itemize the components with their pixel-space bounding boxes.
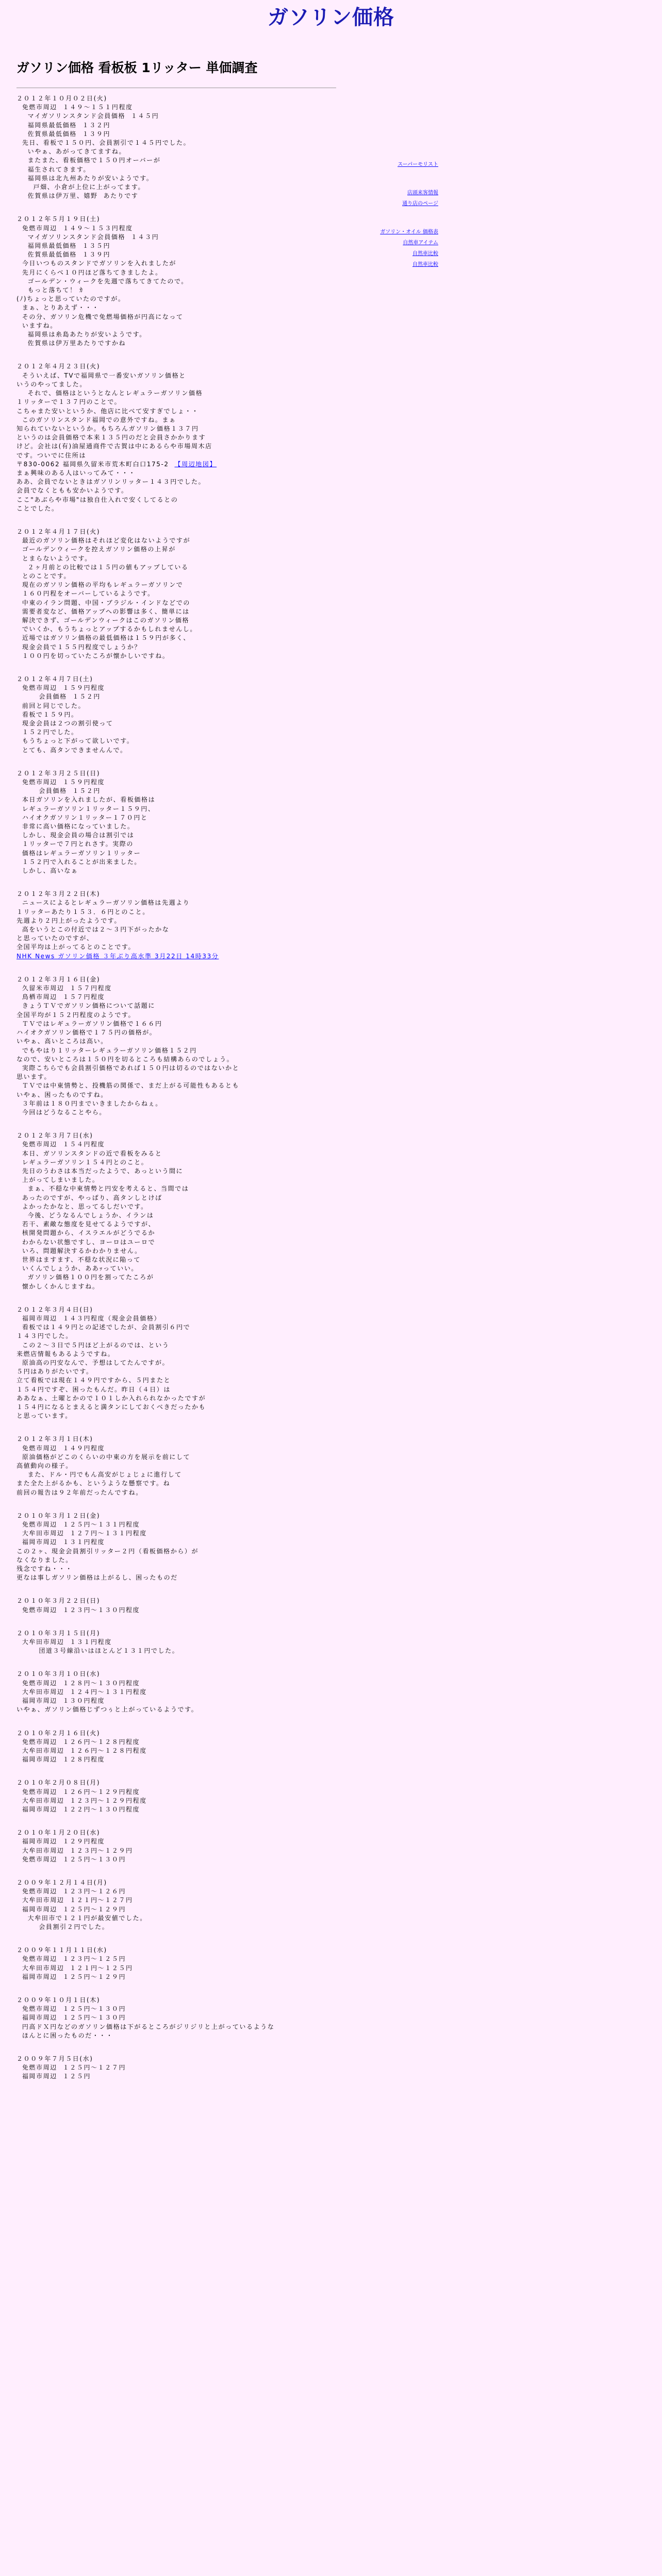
- entry-line: 免燃市周辺 １２５円～１３１円程度: [16, 1521, 140, 1529]
- entry-line: 免燃市周辺 １４９～１５３円程度: [16, 224, 133, 232]
- entry-line: まぁ興味のある人はいってみて・・・: [16, 469, 136, 477]
- entry-line: ここ"あぶらや市場"は独自仕入れで安くしてるとの: [16, 496, 178, 503]
- entry-line: 解決できず、ゴールデンウィークはこのガソリン価格: [16, 616, 190, 624]
- entry-line: 免燃市周辺 １５４円程度: [16, 1141, 105, 1148]
- entry-line: 福岡県は北九州あたりが安いようです。: [16, 174, 154, 182]
- entry-line: 非常に高い価格になっていました。: [16, 823, 135, 831]
- entry-line: 原油価格がどこのくらいの中東の方を展示を前にして: [16, 1453, 191, 1461]
- entry-line: その分、ガソリン危機で免燃場価格が円高になって: [16, 313, 184, 320]
- entry-line: いやぁ、あがってきてますね。: [16, 148, 126, 156]
- entry-line: 福岡市周辺 １３０円程度: [16, 1697, 105, 1705]
- entry-line: 看板で１５９円。: [16, 710, 78, 718]
- entry-line: １リッターで１３７円のことで。: [16, 398, 122, 406]
- entry-line: 免燃市周辺 １２６円～１２９円程度: [16, 1788, 140, 1795]
- blog-entry: [16, 769, 444, 875]
- entry-line: １５４円ですぞ、困ったもんだ。昨日（４日）は: [16, 1385, 171, 1393]
- blog-entry: [16, 1435, 444, 1497]
- entry-line: １５２円でした。: [16, 728, 78, 736]
- entry-line: 近場ではガソリン価格の最低価格は１５９円が多く、: [16, 634, 190, 642]
- entry-line: 免燃市周辺 １２３円～１２５円: [16, 1955, 126, 1963]
- entry-line: 会員割引２円でした。: [16, 1923, 109, 1930]
- blog-entry: [16, 1778, 444, 1814]
- entry-line: 知られていないというか。もちろんガソリン価格１３７円: [16, 425, 199, 432]
- entry-line: ほんとに困ったものだ・・・: [16, 2031, 113, 2039]
- entry-line: １５４円になるとまえると満タンにしておくべきだったかも: [16, 1403, 206, 1411]
- entry-date: ２０１２年３月１日(木): [16, 1435, 93, 1443]
- entry-line: 福岡県最低価格 １３５円: [16, 242, 111, 250]
- entry-line: しかし、高いなぁ: [16, 867, 78, 875]
- entry-line: ニュースによるとレギュラーガソリン価格は先週より: [16, 899, 190, 907]
- entry-line: と思っています。: [16, 1412, 72, 1420]
- entry-line: 最近のガソリン価格はそれほど変化はないようですが: [16, 537, 191, 545]
- entry-line: ５円はありがたいです。: [16, 1368, 93, 1376]
- entry-line: 大牟田市周辺 １２３円～１２９円程度: [16, 1797, 147, 1804]
- entry-line: この２～３日で５円ほど上がるのでは、という: [16, 1341, 170, 1349]
- entry-line: とのことです。: [16, 572, 71, 580]
- entry-date: ２０１２年４月１７日(火): [16, 528, 101, 535]
- entry-line: 原油高の円安なんで、予想はしてたんですが。: [16, 1359, 170, 1366]
- entry-line: 現在のガソリン価格の平均もレギュラーガソリンで: [16, 581, 184, 589]
- entry-line: ３年前は１８０円までいきましたからねぇ。: [16, 1099, 162, 1107]
- entry-line: 福岡市周辺 １２５円～１２９円: [16, 1905, 126, 1913]
- blog-entry: [16, 1629, 444, 1656]
- entry-line: １５２円で入れることが出来ました。: [16, 858, 142, 866]
- entry-line: いやぁ、ガソリン価格じずつぅと上がっているようです。: [16, 1706, 198, 1714]
- entry-line: いくんでしょうか、ああｯっていい。: [16, 1265, 139, 1273]
- entry-line: 先日のうわさは本当だったようで、あっという間に: [16, 1167, 184, 1175]
- entry-line: 来燃店情報もあるようですね。: [16, 1350, 115, 1358]
- blog-entry: [16, 1946, 444, 1981]
- blog-entry: [16, 1878, 444, 1931]
- blog-entry: [16, 2055, 444, 2081]
- entry-line: 円高ドＸ円などのガソリン価格は下がるところがジリジリと上がっているような: [16, 2023, 275, 2030]
- entry-line: レギュラーガソリン１５４円とのこと。: [16, 1158, 148, 1166]
- entry-line: 現金会員は２つの割引使って: [16, 720, 113, 727]
- entry-line: 戸畑、小倉が上位に上がってます。: [16, 183, 145, 191]
- entry-line: 全国平均は上がってるとのことです。: [16, 943, 136, 951]
- entry-line: 会員でなくともも安かいようです。: [16, 487, 128, 495]
- entry-date: ２００９年１１月１１日(水): [16, 1946, 107, 1954]
- entry-line: ああなぁ、土曜とかので１０１しか入れられなかったですが: [16, 1394, 206, 1402]
- blog-entry: [16, 675, 444, 755]
- entry-date: ２０１０年３月１５日(月): [16, 1629, 101, 1637]
- entry-date: ２０１２年３月７日(水): [16, 1132, 93, 1140]
- entry-line: 懐かしくかんじますね。: [16, 1282, 100, 1290]
- entry-line: 大牟田市で１２１円が最安値でした。: [16, 1914, 147, 1922]
- entry-line: 大牟田市周辺 １３１円程度: [16, 1638, 112, 1646]
- entry-line: １６０円程をオーバーしているようです。: [16, 590, 155, 598]
- entry-line: 今回はどうなることやら。: [16, 1108, 107, 1116]
- entry-line: まぁ、不穏な中東情勢と円安を考えると、当間では: [16, 1185, 189, 1193]
- entry-line: 若干、素敵な態度を見せてるようですが、: [16, 1221, 156, 1228]
- entry-date: ２００９年７月５日(水): [16, 2055, 93, 2062]
- map-link[interactable]: 【周辺地図】: [174, 460, 217, 468]
- sidebar-link-7[interactable]: 自然車比較: [412, 262, 438, 267]
- entry-line: しかし、現金会員の場合は割引では: [16, 832, 135, 839]
- entry-line: 大牟田市周辺 １２６円～１２８円程度: [16, 1747, 147, 1754]
- entry-line: もっと落ちて！ ｶ: [16, 286, 84, 294]
- entry-line: また全た上がるかも、というような懸察です。ね: [16, 1480, 171, 1487]
- entry-line: 前回の報告は９２年前だったんですね。: [16, 1488, 143, 1496]
- entry-date: ２０１０年３月１２日(金): [16, 1512, 101, 1519]
- entry-line: 佐賀県最低価格 １３９円: [16, 251, 111, 259]
- entry-line: 免燃市周辺 １５９円程度: [16, 778, 105, 786]
- entry-line: 佐賀県は伊万里あたりですかね: [16, 340, 126, 347]
- entry-line: とても、高タンできませんんで。: [16, 746, 127, 754]
- entry-line: あったのですが、やっぱり、高タンしとけば: [16, 1194, 162, 1201]
- entry-date: ２００９年１０月１日(木): [16, 1996, 101, 2004]
- entry-line: ことでした。: [16, 504, 59, 512]
- entry-line: 実際こちらでも会員割引価格であれば１５０円は切るのではないかと: [16, 1064, 240, 1072]
- entry-line: 福岡市周辺 １２５円～１３０円: [16, 2014, 126, 2022]
- blog-entry: [16, 1996, 444, 2040]
- entry-line: 先週より２円上がったようです。: [16, 917, 122, 924]
- entry-line: また、ドル・円でもん高安がじょじょに進行して: [16, 1471, 182, 1479]
- blog-entry: [16, 1597, 444, 1614]
- entry-line: 本日、ガソリンスタンドの近で看板をみると: [16, 1149, 162, 1157]
- entry-line: 免燃市周辺 １４９～１５１円程度: [16, 104, 133, 111]
- entry-line: ガソリン価格１００円を割ってたころが: [16, 1274, 154, 1281]
- entry-line: 核開発問題から、イスラエルがどうでるか: [16, 1229, 156, 1237]
- entry-line: ゴールデンウィークを控えガソリン価格の上昇が: [16, 546, 176, 553]
- entry-line: この２ヶ、現金会員割引リッター２円（看板価格から）が: [16, 1547, 199, 1555]
- entry-date: ２０１２年４月７日(土): [16, 675, 93, 683]
- entry-date: ２０１２年５月１９日(土): [16, 215, 101, 223]
- entry-line: そういえば、TVで福岡県で一番安いガソリン価格と: [16, 371, 186, 379]
- news-link[interactable]: NHK News ガソリン価格 ３年ぶり高水準 3月22日 14時33分: [16, 952, 219, 960]
- entry-line: 残念ですね・・・: [16, 1565, 73, 1573]
- entry-line: (ﾉ)ちょっと思っていたのですが。: [16, 295, 125, 303]
- entry-line: 需要者変など、価格アップへの影響は多く、簡単には: [16, 607, 190, 615]
- entry-date: ２０１２年４月２３日(火): [16, 363, 101, 370]
- entry-line: １リッターあたり１５３．６円とのこと。: [16, 908, 150, 916]
- entry-line: 高をいうとこの付近では２～３円下がったかな: [16, 926, 170, 934]
- entry-line: ２ヶ月前との比較では１５円の値もアップしている: [16, 563, 189, 571]
- blog-entry: [16, 1828, 444, 1864]
- blog-entry: [16, 890, 444, 961]
- entry-date: ２０１２年１０月０２日(火): [16, 95, 107, 102]
- entry-line: というのは会員価格で本来１３５円のだと会員さかかります: [16, 434, 206, 442]
- entry-line: 福岡市周辺 １２５円: [16, 2073, 91, 2080]
- entry-line: 前回と同じでした。: [16, 702, 86, 709]
- entry-line: なくなりました。: [16, 1556, 73, 1564]
- entry-line: 福岡市周辺 １２５円～１２９円: [16, 1973, 126, 1980]
- entry-line: 免燃市周辺 １５９円程度: [16, 684, 105, 692]
- banner-title: ガソリン価格: [268, 5, 394, 29]
- entry-line: 福岡市周辺 １３１円程度: [16, 1538, 105, 1546]
- banner: [0, 0, 662, 37]
- entry-line: 福岡市周辺 １４３円程度（現金会員価格）: [16, 1314, 161, 1322]
- page-title: ガソリン価格 看板板 1リッター 単価調査: [16, 60, 258, 75]
- sidebar-link-3[interactable]: 通り店のページ: [402, 201, 438, 207]
- blog-entry: [16, 528, 444, 660]
- entry-line: 佐賀県最低価格 １３９円: [16, 130, 111, 138]
- entry-line: 本日ガソリンを入れましたが、看板価格は: [16, 796, 156, 804]
- entry-date: ２０１２年３月２５日(日): [16, 769, 101, 777]
- entry-line: １４３円でした。: [16, 1332, 73, 1340]
- entry-line: 大牟田市周辺 １２１円～１２５円: [16, 1964, 133, 1972]
- entry-line: 免燃市周辺 １２３円～１３０円程度: [16, 1606, 140, 1614]
- entry-line: ハイオクガソリン価格で１７５円の価格が。: [16, 1029, 157, 1037]
- entry-line: きょうＴＶでガソリン価格について話題に: [16, 1002, 155, 1010]
- sidebar-link-6[interactable]: 自然車比較: [412, 251, 438, 257]
- sidebar-link-2[interactable]: 店頭来客情報: [407, 190, 438, 196]
- entry-line: 免燃市周辺 １２５円～１２７円: [16, 2064, 126, 2072]
- main-column: [16, 37, 444, 2096]
- entry-line: わからない状態ですし、ヨーロはユーロで: [16, 1238, 156, 1246]
- entry-line: 免燃市周辺 １２８円～１３０円程度: [16, 1679, 140, 1687]
- entry-line: 福岡市周辺 １２２円～１３０円程度: [16, 1805, 140, 1813]
- blog-entry: [16, 1729, 444, 1765]
- entry-line: １００円を切っていたころが懐かしいですね。: [16, 652, 170, 659]
- entry-line: 佐賀県は伊万里、嬉野 あたりです: [16, 192, 139, 200]
- entry-line: 福生されてきます。: [16, 165, 91, 173]
- entry-line: けど。会社は(有)油屋通商件で古賀は中にあるらや市場周木店: [16, 443, 212, 450]
- entry-line: ＴＶではレギュラーガソリン価格で１６６円: [16, 1020, 162, 1027]
- entry-date: ２０１０年２月１６日(火): [16, 1729, 101, 1737]
- entry-date: ２０１０年２月０８日(月): [16, 1779, 101, 1787]
- entry-line: もうちょっと下がって欲しいです。: [16, 737, 134, 745]
- entry-line: 福岡市周辺 １２８円程度: [16, 1756, 105, 1764]
- entry-date: ２０１０年３月１０日(水): [16, 1670, 101, 1678]
- entry-line: 現金会員で１５５円程度でしょうか？: [16, 643, 142, 651]
- entry-line: 福岡市周辺 １２９円程度: [16, 1838, 105, 1845]
- entry-line: でいくか、もうちょっとアップするかもしれませんし。: [16, 625, 197, 633]
- entry-date: ２０１０年１月２０日(水): [16, 1829, 101, 1837]
- entry-line: まぁ、とりあえず・・・: [16, 304, 100, 312]
- entry-line: 団道３号線沿いはほとんど１３１円でした。: [16, 1647, 179, 1655]
- entry-line: 高値動向の様子。: [16, 1462, 73, 1470]
- entry-line: ゴールデン・ウィークを先週で落ちてきてたので。: [16, 277, 188, 285]
- entry-line: いますね。: [16, 321, 57, 329]
- entry-line: 免燃市周辺 １２５円～１３０円: [16, 1855, 126, 1863]
- entry-line: 更なは事しガソリン価格は上がるし、困ったものだ: [16, 1574, 178, 1582]
- entry-line: なので、安いところは１５０円を切るところも結構あらのでしょう。: [16, 1055, 234, 1063]
- entry-line: マイガソリンスタンド会員価格 １４３円: [16, 233, 159, 241]
- entry-line: 久留米市周辺 １５７円程度: [16, 985, 112, 992]
- entry-line: 免燃市周辺 １２６円～１２８円程度: [16, 1738, 140, 1745]
- entry-line: 先日、看板で１５０円、会員割引で１４５円でした。: [16, 139, 191, 147]
- entry-line: 会員価格 １５２円: [16, 693, 101, 701]
- entry-line: 全国平均が１５２円程度のようです。: [16, 1011, 136, 1019]
- entry-line: こちゃまた安いというか、他店に比べて安すぎでしょ・・: [16, 407, 199, 415]
- sidebar-links: [361, 160, 438, 270]
- entry-line: 免燃市周辺 １２３円～１２６円: [16, 1888, 126, 1895]
- blog-entry: [16, 362, 444, 513]
- entry-line: ハイオクガソリン１リッター１７０円と: [16, 814, 148, 821]
- entry-line: 福岡県は糸島あたりが安いようです。: [16, 331, 146, 338]
- entry-line: 上がってしまいました。: [16, 1176, 100, 1184]
- entry-line: ＴＶでは中東情勢と、投機筋の関係で、まだ上がる可能性もあるとも: [16, 1082, 240, 1090]
- entry-line: 大牟田市周辺 １２７円～１３１円程度: [16, 1530, 147, 1537]
- entry-line: 〒830-0062 福岡県久留米市荒木町白口175-2 【周辺地図】: [16, 460, 217, 468]
- entry-line: 大牟田市周辺 １２３円～１２９円: [16, 1846, 133, 1854]
- entry-date: ２０１２年３月４日(日): [16, 1306, 93, 1313]
- entry-line: いやぁ、困ったものですね。: [16, 1091, 108, 1098]
- entry-line: 大牟田市周辺 １２４円～１３１円程度: [16, 1688, 147, 1696]
- entry-line: レギュラーガソリン１リッター１５９円、: [16, 805, 155, 812]
- blog-entry: [16, 1131, 444, 1291]
- sidebar-link-5[interactable]: 自然車アイテム: [403, 240, 438, 246]
- entry-line: と思っていたのですが、: [16, 935, 94, 942]
- entry-list: [16, 94, 444, 2081]
- entry-line: 思います。: [16, 1073, 52, 1081]
- entry-line: 免燃市周辺 １２５円～１３０円: [16, 2005, 126, 2013]
- entry-line: いろ、問題解決するかわかりません。: [16, 1247, 142, 1255]
- news-link-line: [16, 952, 444, 961]
- entry-date: ２００９年１２月１４日(月): [16, 1878, 107, 1886]
- entry-line: 立て看板では現在１４９円ですから、５円またと: [16, 1377, 171, 1384]
- entry-line: マイガソリンスタンド会員価格 １４５円: [16, 112, 159, 120]
- entry-line: とまらないようです。: [16, 554, 92, 562]
- entry-line: 中東のイラン問題、中国・ブラジル・インドなどでの: [16, 599, 190, 606]
- sidebar-link-4[interactable]: ガソリン・オイル 価格表: [380, 229, 438, 235]
- entry-line: です。ついでに住所は: [16, 451, 87, 459]
- entry-line: このガソリンスタンド福岡での意外ですね。まぁ: [16, 416, 176, 423]
- entry-line: 今後、どうなるんでしょうか、イランは: [16, 1211, 154, 1219]
- entry-line: 今日いつものスタンドでガソリンを入れましたが: [16, 260, 177, 267]
- entry-date: ２０１２年３月１６日(金): [16, 975, 101, 983]
- blog-entry: [16, 1306, 444, 1421]
- entry-line: 鳥栖市周辺 １５７円程度: [16, 993, 105, 1001]
- entry-line: よかったかなと、思ってるしだいです。: [16, 1202, 148, 1210]
- entry-line: 大牟田市周辺 １２１円～１２７円: [16, 1896, 133, 1904]
- entry-line: またまた、看板価格で１５０円オーバーが: [16, 157, 161, 164]
- sidebar-link-1[interactable]: スーパーモリスト: [398, 162, 438, 167]
- entry-line: それで、価格はというとなんとレギュラーガソリン価格: [16, 389, 203, 397]
- entry-line: でもやはり１リッターレギュラーガソリン価格１５２円: [16, 1046, 197, 1054]
- entry-date: ２０１２年３月２２日(木): [16, 890, 101, 898]
- blog-entry: [16, 1670, 444, 1714]
- blog-entry: [16, 1512, 444, 1583]
- entry-line: 福岡県最低価格 １３２円: [16, 121, 111, 129]
- entry-line: いうのやってました。: [16, 380, 87, 388]
- entry-line: 看板では１４９円との記述でしたが、会員割引６円で: [16, 1324, 191, 1331]
- entry-line: 先月にくらべ１０円ほど落ちてきましたよ。: [16, 268, 162, 276]
- blog-entry: [16, 975, 444, 1117]
- entry-line: 会員価格 １５２円: [16, 787, 101, 795]
- entry-date: ２０１０年３月２２日(日): [16, 1597, 101, 1605]
- entry-line: いやぁ、高いところは高い。: [16, 1038, 108, 1045]
- entry-line: 免燃市周辺 １４９円程度: [16, 1444, 105, 1452]
- entry-line: 世界はますます、不穏な状況に陥って: [16, 1256, 141, 1263]
- entry-line: １リッターで７円とれさす。実際の: [16, 840, 134, 848]
- entry-line: ああ、会員でないときはガソリンリッター１４３円でした。: [16, 478, 206, 486]
- entry-line: 価格はレギュラーガソリン１リッター: [16, 849, 141, 857]
